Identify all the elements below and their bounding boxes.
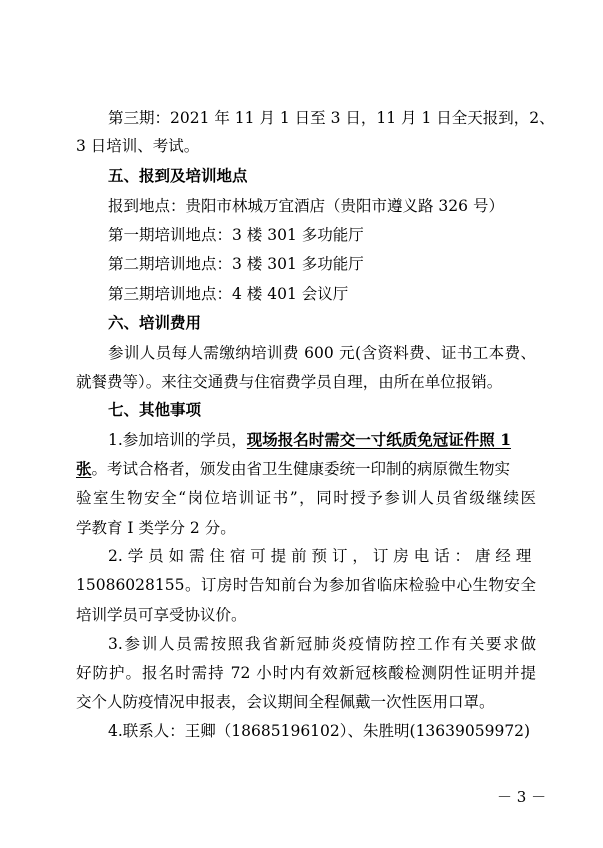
section6-heading: 六、培训费用 — [108, 314, 202, 332]
fee-line2: 就餐费等）。来往交通费与住宿费学员自理，由所在单位报销。 — [76, 373, 503, 391]
session1-location: 第一期培训地点：3 楼 301 多功能厅 — [108, 226, 364, 244]
item1-line3: 验室生物安全“岗位培训证书”，同时授予参训人员省级继续医 — [76, 489, 536, 507]
session3-line2: 3 日培训、考试。 — [76, 137, 200, 155]
item2-line2: 15086028155。订房时告知前台为参加省临床检验中心生物安全 — [76, 576, 536, 594]
report-location: 报到地点：贵阳市林城万宜酒店（贵阳市遵义路 326 号） — [108, 197, 504, 215]
item3-line2: 好防护。报名时需持 72 小时内有效新冠核酸检测阴性证明并提 — [76, 664, 536, 682]
session2-location: 第二期培训地点：3 楼 301 多功能厅 — [108, 255, 364, 273]
item1-prefix: 1.参加培训的学员， — [108, 431, 247, 449]
item1-line2-rest: 。考试合格者，颁发由省卫生健康委统一印制的病原微生物实 — [91, 460, 511, 478]
session3-line1: 第三期：2021 年 11 月 1 日至 3 日，11 月 1 日全天报到，2、 — [108, 109, 555, 127]
item1-line4: 学教育 I 类学分 2 分。 — [76, 519, 236, 537]
item1-line1 — [108, 430, 536, 450]
section5-heading: 五、报到及培训地点 — [108, 167, 248, 185]
item2-line1: 2. 学 员 如 需 住 宿 可 提 前 预 订 ， 订 房 电 话 ： 唐 经 理 — [108, 547, 532, 565]
item1-line2 — [76, 459, 536, 479]
contact-line: 4.联系人：王卿（18685196102）、朱胜明(13639059972) — [108, 722, 531, 740]
session3-location: 第三期培训地点：4 楼 401 会议厅 — [108, 285, 349, 303]
photo-requirement-emphasis-end: 张 — [76, 459, 92, 478]
page-number: － 3 － — [497, 788, 547, 806]
item3-line1: 3.参训人员需按照我省新冠肺炎疫情防控工作有关要求做 — [108, 635, 536, 653]
fee-line1: 参训人员每人需缴纳培训费 600 元(含资料费、证书工本费、 — [108, 344, 536, 362]
item3-line3: 交个人防疫情况申报表，会议期间全程佩戴一次性医用口罩。 — [76, 693, 495, 711]
photo-requirement-emphasis: 现场报名时需交一寸纸质免冠证件照 1 — [246, 430, 511, 449]
item2-line3: 培训学员可享受协议价。 — [76, 606, 247, 624]
section7-heading: 七、其他事项 — [108, 401, 202, 419]
